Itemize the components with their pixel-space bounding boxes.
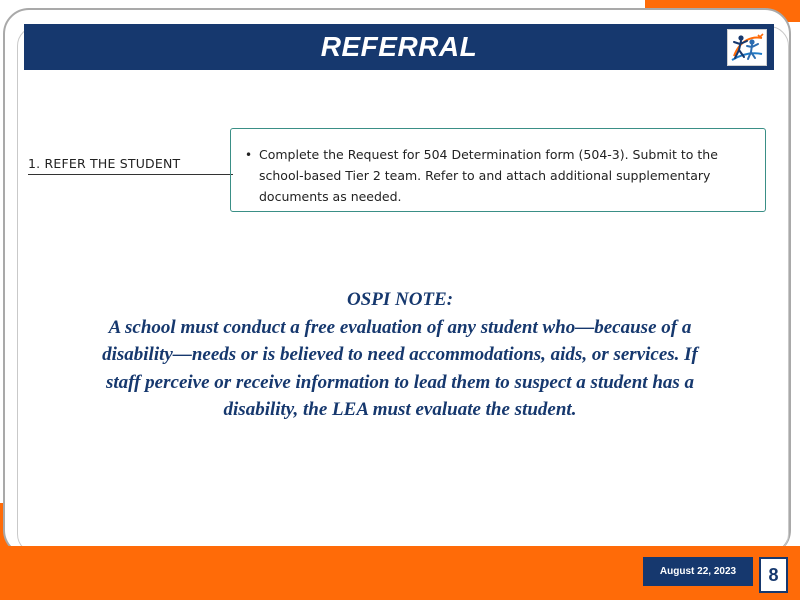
step-description-box xyxy=(230,128,766,212)
ospi-note-heading: OSPI NOTE: xyxy=(346,289,454,310)
footer-date: August 22, 2023 xyxy=(643,557,753,586)
page-number: 8 xyxy=(759,557,788,593)
ospi-note-body: A school must conduct a free evaluation of any student who—because of a disability—needs or is believed to need accommodations, aids, or services. If staff perceive or receive information to lead them to suspect a student has a disability, the LEA must evaluate the student. xyxy=(102,316,698,420)
bullet-point: • xyxy=(245,148,253,162)
slide-frame xyxy=(3,8,791,556)
step-label: 1. REFER THE STUDENT xyxy=(28,156,233,175)
ospi-note xyxy=(90,286,710,424)
slide-title: REFERRAL xyxy=(320,31,478,62)
title-bar xyxy=(24,24,774,70)
figure-logo-icon xyxy=(727,29,767,66)
step-description-text: Complete the Request for 504 Determination form (504-3). Submit to the school-based Tier 2 team. Refer to and attach additional supplementary documents as needed. xyxy=(259,147,718,204)
figure-logo-graphic xyxy=(728,30,766,65)
